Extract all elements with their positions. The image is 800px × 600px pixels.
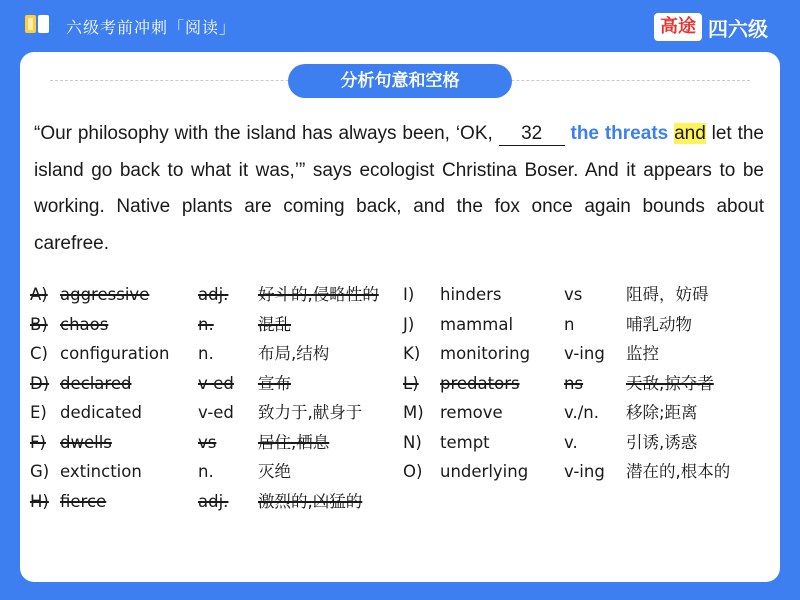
word-word: monitoring <box>440 344 531 363</box>
word-word: mammal <box>440 314 514 334</box>
word-pos: adj. <box>198 285 229 304</box>
word-meaning: 激烈的,凶猛的 <box>258 491 363 511</box>
word-letter: M) <box>403 403 424 422</box>
top-bar <box>0 0 800 52</box>
word-pos: v-ed <box>198 373 234 393</box>
word-pos: ns <box>564 373 584 393</box>
word-letter: B) <box>30 314 48 334</box>
word-letter: N) <box>403 432 422 452</box>
word-meaning: 好斗的,侵略性的 <box>258 285 379 304</box>
brand-secondary: 四六级 <box>708 16 768 41</box>
word-letter: L) <box>403 373 419 393</box>
word-meaning: 移除;距离 <box>626 403 698 422</box>
brand-logo <box>654 12 768 42</box>
word-letter: F) <box>30 432 46 452</box>
word-row <box>30 431 770 455</box>
word-pos: n. <box>198 462 214 481</box>
word-meaning: 居住,栖息 <box>258 432 330 452</box>
word-meaning: 监控 <box>626 344 659 363</box>
word-letter: J) <box>403 314 415 334</box>
passage-part-4: let the island go back to what it was,’” says ecologist Christina Boser. And it appears to be working. Native plants are coming back, and the fox once again bounds about carefree. <box>34 123 764 254</box>
passage-part-1: “Our philosophy with the island has always been, ‘OK, <box>34 123 493 144</box>
word-word: aggressive <box>60 285 150 304</box>
word-pos: v./n. <box>564 403 599 422</box>
word-meaning: 阻碍，妨碍 <box>626 285 709 304</box>
word-pos: n <box>564 314 575 334</box>
highlight-phrase: the threats <box>570 123 669 144</box>
word-pos: v-ed <box>198 403 234 422</box>
word-word: extinction <box>60 462 142 481</box>
page-title: 六级考前冲刺「阅读」 <box>66 18 237 37</box>
word-word: chaos <box>60 314 109 334</box>
brand-primary: 高途 <box>654 13 702 41</box>
passage-text <box>34 116 764 262</box>
word-letter: A) <box>30 285 48 304</box>
content-card <box>20 52 780 582</box>
section-title: 分析句意和空格 <box>288 64 512 98</box>
blank-32: 32 <box>499 123 565 146</box>
word-word: hinders <box>440 285 502 304</box>
word-pos: v. <box>564 432 578 452</box>
word-letter: H) <box>30 491 49 511</box>
word-word: tempt <box>440 432 490 452</box>
word-meaning: 哺乳动物 <box>626 314 692 334</box>
word-row <box>30 490 770 514</box>
word-pos: adj. <box>198 491 229 511</box>
word-word: underlying <box>440 462 529 481</box>
word-meaning: 灭绝 <box>258 462 291 481</box>
word-word: predators <box>440 373 520 393</box>
word-row <box>30 283 770 307</box>
word-letter: E) <box>30 403 47 422</box>
word-meaning: 引诱,诱惑 <box>626 432 698 452</box>
word-letter: O) <box>403 462 423 481</box>
word-letter: K) <box>403 344 421 363</box>
word-pos: vs <box>198 432 217 452</box>
word-meaning: 混乱 <box>258 314 291 334</box>
word-meaning: 致力于,献身于 <box>258 403 363 422</box>
word-pos: v-ing <box>564 462 605 481</box>
word-row <box>30 342 770 366</box>
word-row <box>30 460 770 484</box>
word-row <box>30 401 770 425</box>
word-letter: D) <box>30 373 50 393</box>
book-icon <box>24 13 50 35</box>
word-pos: n. <box>198 314 214 334</box>
word-row <box>30 313 770 337</box>
word-word: dedicated <box>60 403 142 422</box>
word-letter: G) <box>30 462 50 481</box>
word-pos: n. <box>198 344 214 363</box>
word-word: configuration <box>60 344 170 363</box>
word-pos: v-ing <box>564 344 605 363</box>
word-meaning: 布局,结构 <box>258 344 330 363</box>
word-meaning: 天敌,掠夺者 <box>626 373 714 393</box>
word-word: declared <box>60 373 132 393</box>
word-word: remove <box>440 403 503 422</box>
word-meaning: 潜在的,根本的 <box>626 462 731 481</box>
word-letter: C) <box>30 344 48 363</box>
word-word: fierce <box>60 491 107 511</box>
word-row <box>30 372 770 396</box>
highlight-word: and <box>674 123 706 144</box>
word-letter: I) <box>403 285 415 304</box>
word-word: dwells <box>60 432 112 452</box>
word-pos: vs <box>564 285 583 304</box>
word-meaning: 宣布 <box>258 373 291 393</box>
